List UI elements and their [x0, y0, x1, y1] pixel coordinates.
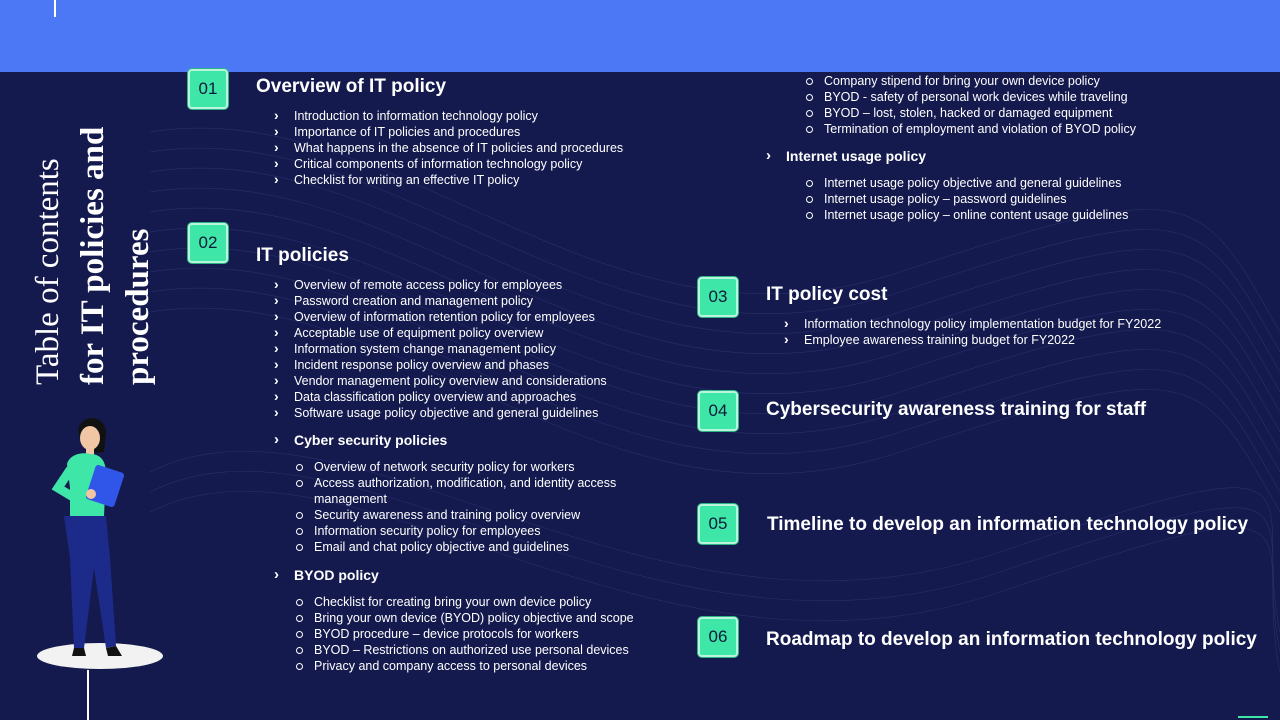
section-06-title: Roadmap to develop an information technology policy — [766, 629, 1257, 650]
list-item: Company stipend for bring your own device policy — [804, 73, 1136, 89]
byod-policy-list-continued — [804, 73, 1136, 137]
byod-policy-heading: › BYOD policy — [274, 567, 379, 583]
woman-with-tablet-illustration — [34, 408, 166, 672]
title-line-3: procedures — [120, 228, 156, 385]
section-01-list — [274, 108, 623, 188]
corner-accent-line — [1238, 716, 1268, 718]
list-item: Internet usage policy objective and general guidelines — [804, 175, 1128, 191]
internet-usage-list — [804, 175, 1128, 223]
list-item: Internet usage policy – online content usage guidelines — [804, 207, 1128, 223]
list-item: › Checklist for writing an effective IT policy — [274, 172, 623, 188]
list-item: › Information technology policy implementation budget for FY2022 — [784, 316, 1161, 332]
title-line-1: Table of contents — [30, 158, 66, 385]
list-item: › Acceptable use of equipment policy overview — [274, 325, 607, 341]
list-item: › Overview of information retention policy for employees — [274, 309, 607, 325]
byod-policy-list — [294, 594, 634, 674]
list-item: › Employee awareness training budget for FY2022 — [784, 332, 1161, 348]
section-05-badge: 05 — [698, 504, 738, 544]
background-wave-lines — [0, 72, 1280, 720]
list-item: › Software usage policy objective and general guidelines — [274, 405, 607, 421]
list-item: › Incident response policy overview and phases — [274, 357, 607, 373]
list-item: Bring your own device (BYOD) policy objective and scope — [294, 610, 634, 626]
section-05-title: Timeline to develop an information technology policy — [767, 514, 1249, 535]
section-06-badge: 06 — [698, 617, 738, 657]
top-banner — [0, 0, 1280, 72]
list-item: Overview of network security policy for workers — [294, 459, 654, 475]
section-02-badge: 02 — [188, 223, 228, 263]
cyber-security-heading: › Cyber security policies — [274, 432, 447, 448]
top-tick-decoration — [54, 0, 56, 17]
internet-usage-heading: › Internet usage policy — [766, 148, 926, 164]
slide-title — [26, 85, 161, 385]
section-04-title: Cybersecurity awareness training for staff — [766, 399, 1147, 420]
stand-line-decoration — [87, 670, 89, 720]
section-02-list — [274, 277, 607, 421]
list-item: Security awareness and training policy overview — [294, 507, 654, 523]
list-item: › Password creation and management policy — [274, 293, 607, 309]
list-item: BYOD – lost, stolen, hacked or damaged equipment — [804, 105, 1136, 121]
section-03-list — [784, 316, 1161, 348]
section-03-badge: 03 — [698, 277, 738, 317]
list-item: › Data classification policy overview and approaches — [274, 389, 607, 405]
section-03-title: IT policy cost — [766, 284, 888, 305]
section-04-badge: 04 — [698, 391, 738, 431]
section-01-title: Overview of IT policy — [256, 76, 447, 97]
list-item: › What happens in the absence of IT policies and procedures — [274, 140, 623, 156]
list-item: Internet usage policy – password guidelines — [804, 191, 1128, 207]
list-item: › Introduction to information technology policy — [274, 108, 623, 124]
list-item: › Vendor management policy overview and considerations — [274, 373, 607, 389]
list-item: Email and chat policy objective and guidelines — [294, 539, 654, 555]
list-item: › Information system change management policy — [274, 341, 607, 357]
list-item: Privacy and company access to personal devices — [294, 658, 634, 674]
list-item: Access authorization, modification, and identity access management — [294, 475, 654, 507]
list-item: › Overview of remote access policy for employees — [274, 277, 607, 293]
list-item: BYOD procedure – device protocols for workers — [294, 626, 634, 642]
section-01-badge: 01 — [188, 69, 228, 109]
list-item: BYOD - safety of personal work devices while traveling — [804, 89, 1136, 105]
list-item: Information security policy for employees — [294, 523, 654, 539]
cyber-security-list — [294, 459, 654, 555]
list-item: › Importance of IT policies and procedures — [274, 124, 623, 140]
list-item: Termination of employment and violation of BYOD policy — [804, 121, 1136, 137]
list-item: Checklist for creating bring your own device policy — [294, 594, 634, 610]
section-02-title: IT policies — [256, 245, 349, 266]
title-line-2: for IT policies and — [75, 126, 111, 385]
list-item: BYOD – Restrictions on authorized use personal devices — [294, 642, 634, 658]
list-item: › Critical components of information technology policy — [274, 156, 623, 172]
